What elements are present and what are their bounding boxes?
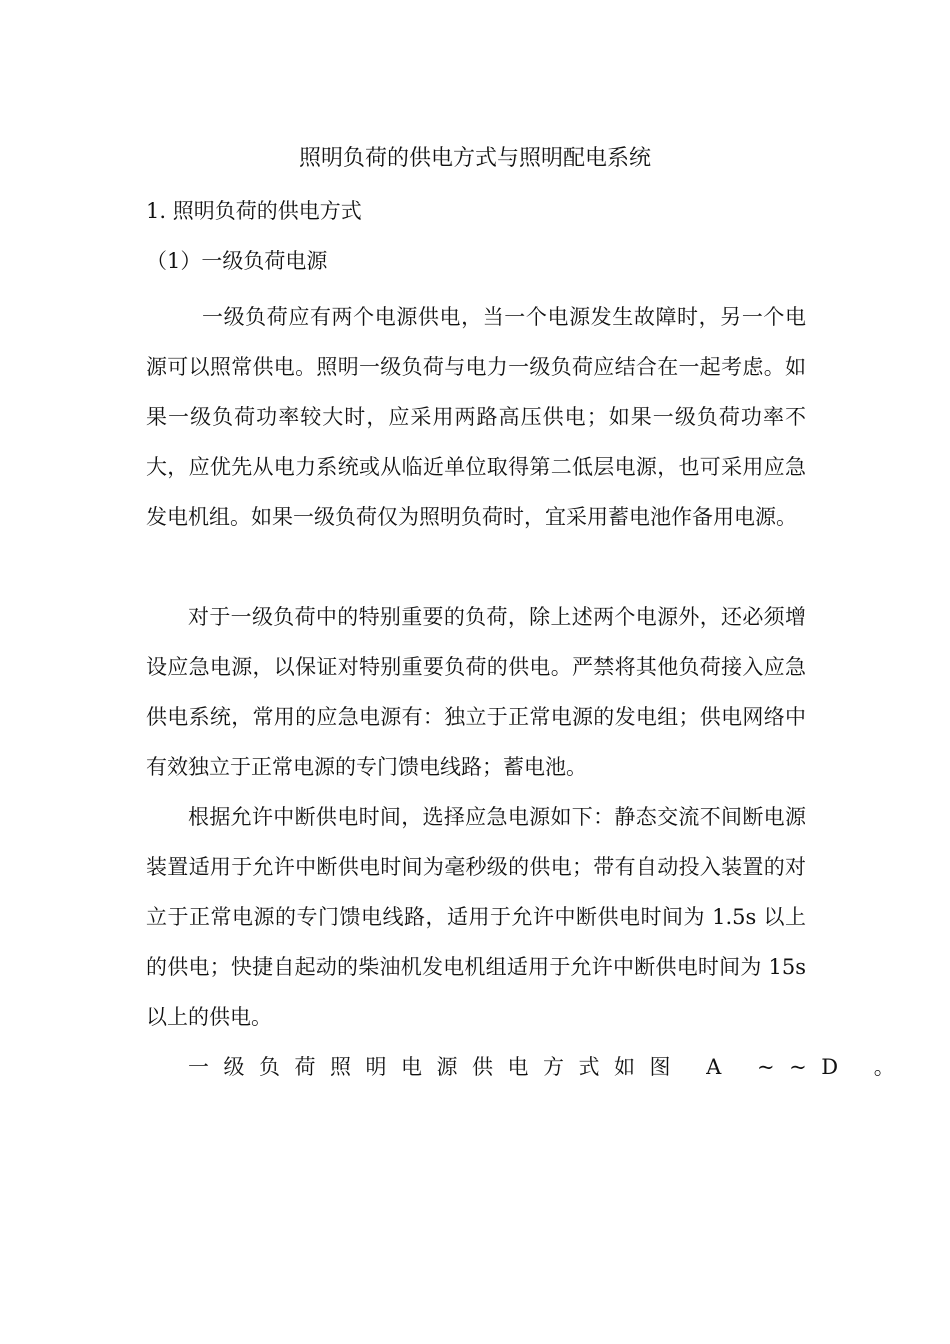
document-title: 照明负荷的供电方式与照明配电系统: [298, 146, 651, 171]
paragraph-primary-load-power: 一级负荷应有两个电源供电，当一个电源发生故障时，另一个电源可以照常供电。照明一级负荷与电力一级负荷应结合在一起考虑。如果一级负荷功率较大时，应采用两路高压供电；如果一级负荷功率不大，应优先从电力系统或从临近单位取得第二低层电源，也可采用应急发电机组。如果一级负荷仅为照明负荷时，宜采用蓄电池作备用电源。: [146, 305, 806, 529]
section-heading: 1. 照明负荷的供电方式: [146, 199, 362, 223]
paragraph-interruption-time: 根据允许中断供电时间，选择应急电源如下：静态交流不间断电源装置适用于允许中断供电时间为毫秒级的供电；带有自动投入装置的对立于正常电源的专门馈电线路，适用于允许中断供电时间为 1.5s 以上的供电；快捷自起动的柴油机发电机组适用于允许中断供电时间为 15s 以上的供电。: [146, 805, 806, 1029]
figure-reference-text: 一级负荷照明电源供电方式如图 A ~~D 。: [188, 1055, 910, 1079]
paragraph-figure-reference: [188, 1042, 910, 1092]
paragraph-emergency-power: 对于一级负荷中的特别重要的负荷，除上述两个电源外，还必须增设应急电源，以保证对特别重要负荷的供电。严禁将其他负荷接入应急供电系统，常用的应急电源有：独立于正常电源的发电组；供电网络中有效独立于正常电源的专门馈电线路；蓄电池。: [146, 605, 806, 779]
subsection-heading: （1）一级负荷电源: [146, 249, 328, 273]
